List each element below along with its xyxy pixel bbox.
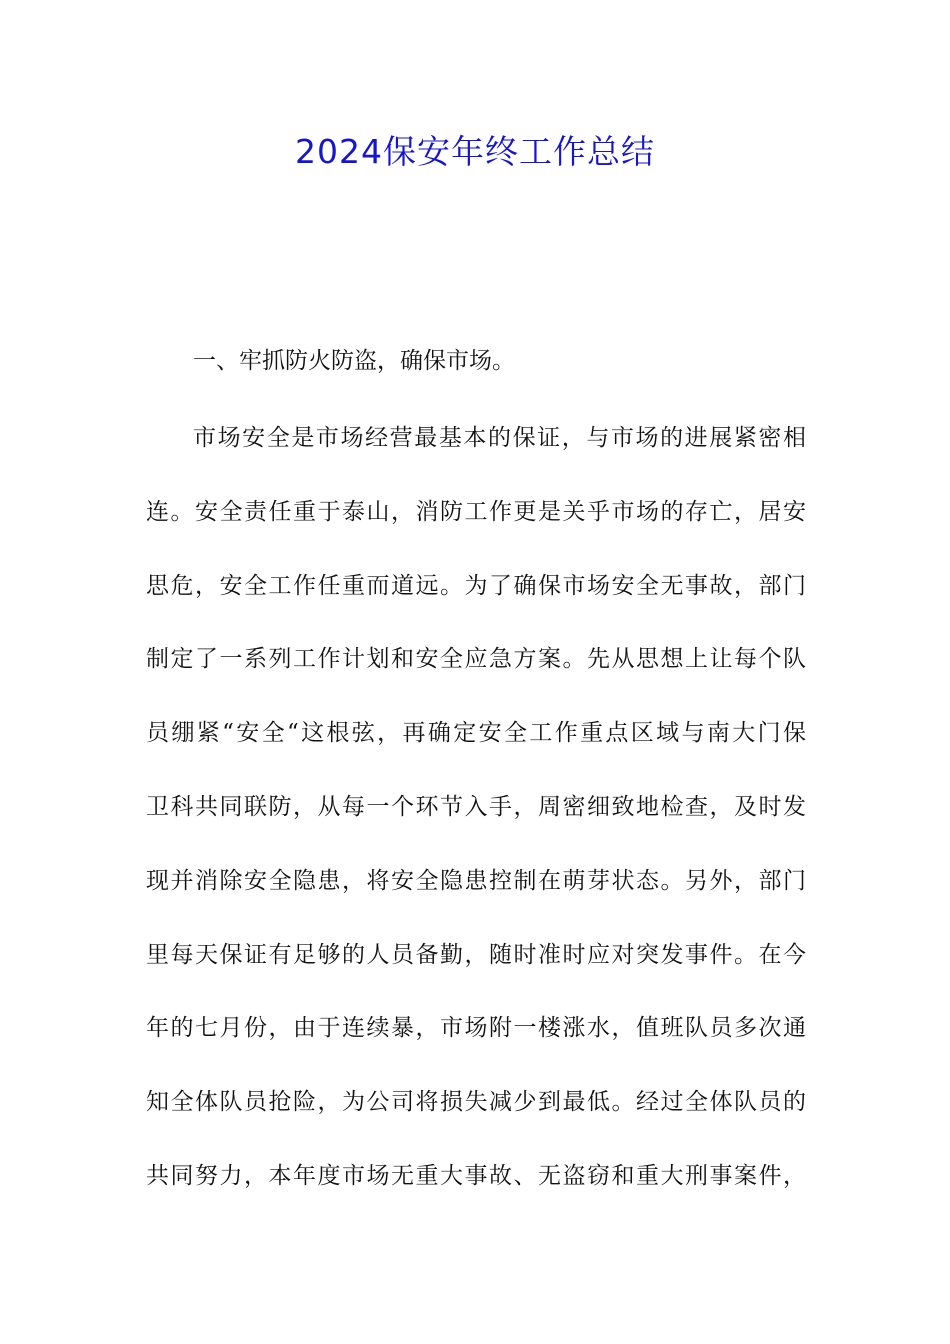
paragraph-line: 现并消除安全隐患，将安全隐患控制在萌芽状态。另外，部门 [146, 867, 806, 894]
paragraph-line: 市场安全是市场经营最基本的保证，与市场的进展紧密相 [193, 425, 806, 451]
paragraph-line: 卫科共同联防，从每一个环节入手，周密细致地检查，及时发 [146, 793, 806, 820]
paragraph-line: 员绷紧“安全“这根弦，再确定安全工作重点区域与南大门保 [146, 720, 806, 747]
paragraph-line: 知全体队员抢险，为公司将损失减少到最低。经过全体队员的 [146, 1089, 806, 1116]
paragraph-line: 共同努力，本年度市场无重大事故、无盗窃和重大刑事案件， [146, 1162, 806, 1189]
document-title: 2024保安年终工作总结 [295, 132, 655, 171]
paragraph-line: 制定了一系列工作计划和安全应急方案。先从思想上让每个队 [146, 646, 806, 673]
paragraph-line: 年的七月份，由于连续暴，市场附一楼涨水，值班队员多次通 [146, 1015, 806, 1042]
paragraph-line: 连。安全责任重于泰山，消防工作更是关乎市场的存亡，居安 [146, 498, 806, 525]
paragraph-line: 思危，安全工作任重而道远。为了确保市场安全无事故，部门 [146, 572, 806, 599]
section-heading: 一、牢抓防火防盗，确保市场。 [193, 348, 515, 374]
paragraph-line: 里每天保证有足够的人员备勤，随时准时应对突发事件。在今 [146, 941, 806, 968]
body-paragraph [146, 413, 806, 1225]
